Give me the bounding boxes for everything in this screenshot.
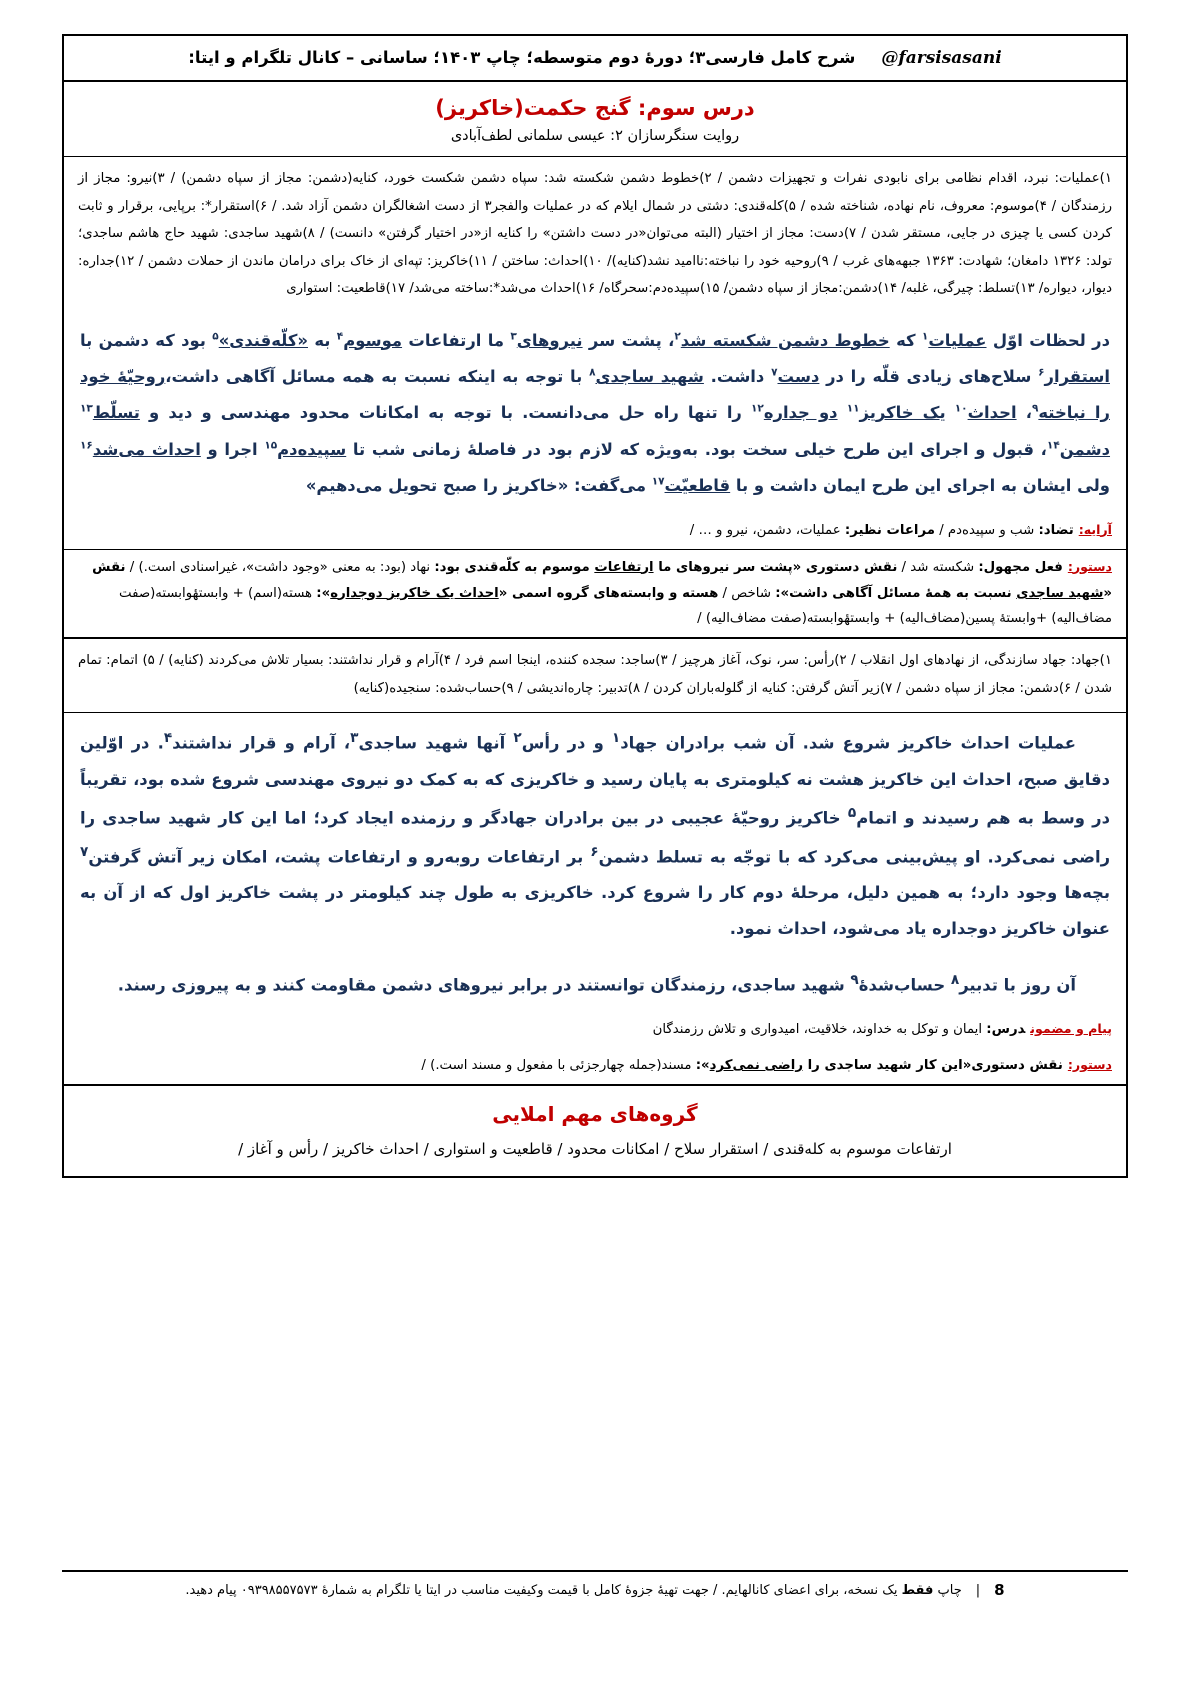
prose-keyword: دشمن — [598, 847, 649, 867]
prose-text: که — [889, 330, 922, 350]
page-footer — [62, 1570, 1128, 1599]
prose-text: آنها — [468, 733, 514, 753]
prose-keyword: خطوط دشمن شکسته شد — [680, 330, 890, 350]
document-body — [62, 82, 1128, 1178]
prose-text: در لحظات اوّل — [986, 330, 1110, 350]
prose-keyword: استقرار — [1044, 367, 1110, 386]
prose-keyword: عملیات — [928, 330, 987, 350]
footnote-marker: ۸ — [589, 366, 596, 379]
header-title: شرح کامل فارسی۳؛ دورهٔ دوم متوسطه؛ چاپ ۱۴۰۳؛ ساسانی – کانال تلگرام و ایتا: — [188, 48, 856, 67]
footnote-marker: ۶ — [1038, 366, 1045, 379]
prose-keyword: اتمام — [856, 808, 898, 828]
prose-top — [64, 313, 1126, 513]
prose-text: ، قبول و اجرای این طرح خیلی سخت بود. به‌ویژه که لازم بود در فاصلهٔ زمانی شب تا — [346, 439, 1047, 459]
prose-text: بچه‌ها وجود دارد؛ به همین دلیل، مرحلهٔ دوم کار را شروع کرد. خاکریزی به طول چند کیلومتر در پشت خاکریز اول که از آن به عنوان خاکریز دوجداره یاد می‌شود، احداث نمود. — [80, 883, 1110, 939]
prose-text: آن روز با — [997, 975, 1076, 995]
prose-keyword: شهید ساجدی — [358, 733, 469, 753]
footnote-marker: ۷ — [771, 366, 778, 379]
footnote-marker: ۵ — [212, 330, 219, 343]
prose-keyword: سپیده‌دم — [277, 439, 347, 459]
prose-text: داشت. — [703, 367, 772, 386]
prose-keyword: احداث — [967, 403, 1017, 423]
note-tag-dastoor: دستور: — [1067, 558, 1112, 574]
prose-keyword: دست — [777, 367, 820, 386]
note-tag-arayeh: آرایه: — [1078, 521, 1112, 537]
prose-keyword: «کلّه‌قندی» — [218, 330, 308, 350]
section-two — [64, 639, 1126, 712]
prose-keyword: حساب‌شدهٔ — [858, 975, 946, 995]
footer-separator: | — [975, 1582, 981, 1598]
glossary-mid: ۱)جهاد: جهاد سازندگی، از نهادهای اول انقلاب / ۲)رأس: سر، نوک، آغاز هرچیز / ۳)ساجد: سجده کننده، اینجا اسم فرد / ۴)آرام و قرار نداشتند: بسیار تلاش می‌کردند (کنایه) / ۵) اتمام: تمام شدن / ۶)دشمن: مجاز از سپاه دشمن / ۷)زیر آتش گرفتن: کنایه از گلوله‌باران کردن / ۸)تدبیر: چاره‌اندیشی / ۹)حساب‌شده: سنجیده(کنایه) — [78, 653, 1112, 696]
prose-text: می‌گفت: «خاکریز را صبح تحویل می‌دهیم» — [305, 476, 652, 496]
note-dastoor-two-text: نقش دستوری«این کار شهید ساجدی را راضی نمی‌کرد»: مسند(جمله چهارجزئی با مفعول و مسند است.) / — [421, 1057, 1063, 1073]
footnote-marker: ۴ — [336, 330, 344, 343]
note-payam-text: درس: ایمان و توکل به خداوند، خلاقیت، امیدواری و تلاش رزمندگان — [652, 1021, 1026, 1037]
prose-text: . در اوّلین دقایق صبح، احداث این خاکریز هشت نه کیلومتری به پایان رسید و خاکریزی که به کمک دو نیروی مهندسی شروع شده بود، تقریباً در وسط به هم رسیدند و — [80, 733, 1110, 828]
prose-text: ، — [1016, 403, 1032, 423]
footnote-marker: ۲ — [513, 730, 522, 747]
imla-title: گروه‌های مهم املایی — [492, 1101, 698, 1126]
footnote-marker: ۳ — [350, 730, 359, 747]
footnote-marker: ۹ — [1031, 402, 1039, 415]
note-dastoor-one — [64, 550, 1126, 638]
glossary-top: ۱)عملیات: نبرد، اقدام نظامی برای نابودی نفرات و تجهیزات دشمن / ۲)خطوط دشمن شکسته شد: سپاه دشمن شکست خورد، کنایه(دشمن: مجاز از سپاه دشمن) / ۳)نیرو: مجاز از رزمندگان / ۴)موسوم: معروف، نام نهاده، شناخته شده / ۵)کله‌قندی: دشتی در شمال ایلام که در عملیات والفجر۳ از دست اشغالگران دشمن آزاد شد. / ۶)استقرار*: برپایی، برقرار و ثابت کردن کسی یا چیزی در جایی، مستقر شدن / ۷)دست: مجاز از اختیار (البته می‌توان«در دست داشتن» را کنایه از«در اختیار گرفتن» دانست) / ۸)شهید ساجدی: شهید حاج هاشم ساجدی؛ تولد: ۱۳۲۶ دامغان؛ شهادت: ۱۳۶۳ جبهه‌های غرب / ۹)روحیه خود را نباخته:ناامید نشد(کنایه)/ ۱۰)احداث: ساختن / ۱۱)خاکریز: تپه‌ای از خاک برای درامان ماندن از حملات دشمن / ۱۲)جداره: دیوار، دیواره/ ۱۳)تسلط: چیرگی، غلبه/ ۱۴)دشمن:مجاز از سپاه دشمن/ ۱۵)سپیده‌دم:سحرگاه/ ۱۶)احداث می‌شد*:ساخته می‌شد/ ۱۷)قاطعیت: استواری — [78, 171, 1113, 297]
note-dastoor-one-text: فعل مجهول: شکسته شد / نقش دستوری «پشت سر نیروهای ما ارتفاعات موسوم به کلّه‌قندی بود: نهاد (بود: به معنی «وجود داشت»، غیراسنادی است.) / نقش «شهید ساجدی نسبت به همهٔ مسائل آگاهی داشت»: شاخص / هسته و وابسته‌های گروه اسمی «احداث یک خاکریز دوجداره»: هسته(اسم) + وابستهٔوابسته(صفت مضاف‌الیه) +وابستهٔ پسین(مضاف‌الیه) + وابستهٔوابسته(صفت مضاف‌الیه) / — [92, 559, 1112, 627]
section-one — [64, 157, 1126, 313]
prose-keyword: تسلّط — [92, 403, 140, 423]
channel-handle: @farsisasani — [881, 48, 1002, 68]
prose-keyword: دشمن — [1059, 439, 1111, 459]
prose-keyword: دو جداره — [763, 403, 838, 423]
prose-text: ولی ایشان به اجرای این طرح ایمان داشت و با — [730, 476, 1110, 496]
note-payam — [64, 1012, 1126, 1048]
footnote-marker: ۱۴ — [1046, 439, 1060, 452]
prose-text: را تنها راه حل می‌دانست. با توجه به امکانات محدود مهندسی و دید و — [139, 403, 751, 423]
note-arayeh-text: تضاد: شب و سپیده‌دم / مراعات نظیر: عملیات، دشمن، نیرو و … / — [689, 522, 1074, 538]
note-dastoor-two — [64, 1048, 1126, 1084]
footnote-marker: ۸ — [950, 972, 960, 989]
prose-text: اجرا و — [200, 439, 265, 459]
footnote-marker: ۱۷ — [651, 475, 665, 488]
footer-text: چاپ فقط یک نسخه، برای اعضای کانالهایم. / جهت تهیهٔ جزوهٔ کامل با قیمت وکیفیت مناسب در ایتا یا تلگرام به شمارهٔ ۰۹۳۹۸۵۵۷۵۷۳ پیام دهید. — [185, 1582, 962, 1598]
prose-keyword: آرام و قرار نداشتند — [172, 733, 336, 753]
prose-keyword: نیروهای — [516, 330, 583, 350]
footnote-marker: ۱۱ — [846, 402, 860, 415]
footnote-marker: ۷ — [80, 843, 89, 860]
lesson-subtitle: روایت سنگرسازان ۲: عیسی سلمانی لطف‌آبادی — [450, 128, 740, 144]
prose-keyword: موسوم — [343, 330, 403, 350]
footnote-marker: ۳ — [510, 330, 517, 343]
prose-keyword: شهید ساجدی — [595, 367, 704, 386]
footnote-marker: ۹ — [850, 972, 859, 989]
footnote-marker: ۱۶ — [80, 439, 93, 452]
footnote-marker: ۵ — [847, 805, 857, 822]
prose-text — [838, 403, 847, 422]
prose-keyword: جهاد — [620, 733, 658, 753]
prose-keyword: تدبیر — [959, 975, 998, 995]
footnote-marker: ۱ — [611, 730, 621, 747]
prose-text: سلاح‌های زیادی قلّه را در — [819, 367, 1039, 386]
prose-keyword: احداث می‌شد — [92, 439, 201, 459]
prose-text: عملیات احداث خاکریز شروع شد. آن شب برادران — [657, 733, 1077, 753]
footnote-marker: ۴ — [163, 730, 173, 747]
imla-items: ارتفاعات موسوم به کله‌قندی / استقرار سلاح / امکانات محدود / قاطعیت و استواری / احداث خاکریز / رأس و آغاز / — [238, 1139, 952, 1158]
prose-keyword: روحیّهٔ خود را نباخته — [80, 367, 1110, 423]
page-header — [62, 34, 1128, 82]
footnote-marker: ۱۰ — [954, 402, 968, 415]
prose-text: و در — [559, 733, 612, 753]
prose-text: بر ارتفاعات روبه‌رو و ارتفاعات پشت، امکان — [214, 847, 591, 867]
section-imla — [64, 1086, 1126, 1176]
prose-text: بود که دشمن با — [80, 330, 213, 350]
prose-text: خاکریز روحیّهٔ عجیبی در بین برادران جهادگر و رزمنده ایجاد کرد؛ اما این کار شهید ساجدی را راضی نمی‌کرد. او پیش‌بینی می‌کرد که با توجّه به تسلط — [80, 808, 1111, 867]
note-tag-dastoor-2: دستور: — [1067, 1056, 1112, 1072]
prose-text: ، پشت سر — [582, 330, 675, 350]
prose-text — [946, 403, 955, 422]
prose-mid-closing — [64, 955, 1126, 1012]
lesson-title: درس سوم: گنج حکمت(خاکریز) — [435, 96, 755, 120]
footnote-marker: ۱۲ — [751, 402, 764, 415]
footnote-marker: ۶ — [590, 843, 599, 860]
prose-text: ما ارتفاعات — [402, 330, 511, 350]
prose-keyword: یک خاکریز — [859, 403, 946, 423]
prose-text: به — [307, 330, 337, 350]
footnote-marker: ۱۵ — [264, 439, 278, 452]
prose-keyword: رأس — [521, 733, 560, 753]
prose-text: شهید ساجدی، رزمندگان توانستند در برابر نیروهای دشمن مقاومت کنند و به پیروزی رسند. — [117, 975, 851, 995]
prose-mid — [64, 713, 1126, 955]
note-arayeh — [64, 513, 1126, 549]
footnote-marker: ۱ — [921, 330, 929, 343]
footer-emphasis: فقط — [901, 1582, 934, 1598]
page-number: 8 — [994, 1581, 1005, 1599]
prose-keyword: زیر آتش گرفتن — [88, 847, 215, 867]
prose-keyword: قاطعیّت — [664, 476, 731, 496]
prose-text: با توجه به اینکه نسبت به همه مسائل آگاهی داشت، — [165, 367, 590, 386]
prose-text: ، — [335, 733, 351, 753]
footnote-marker: ۱۳ — [80, 402, 93, 415]
note-tag-payam: پیام و مضمون — [1030, 1020, 1112, 1036]
footnote-marker: ۲ — [674, 330, 681, 343]
